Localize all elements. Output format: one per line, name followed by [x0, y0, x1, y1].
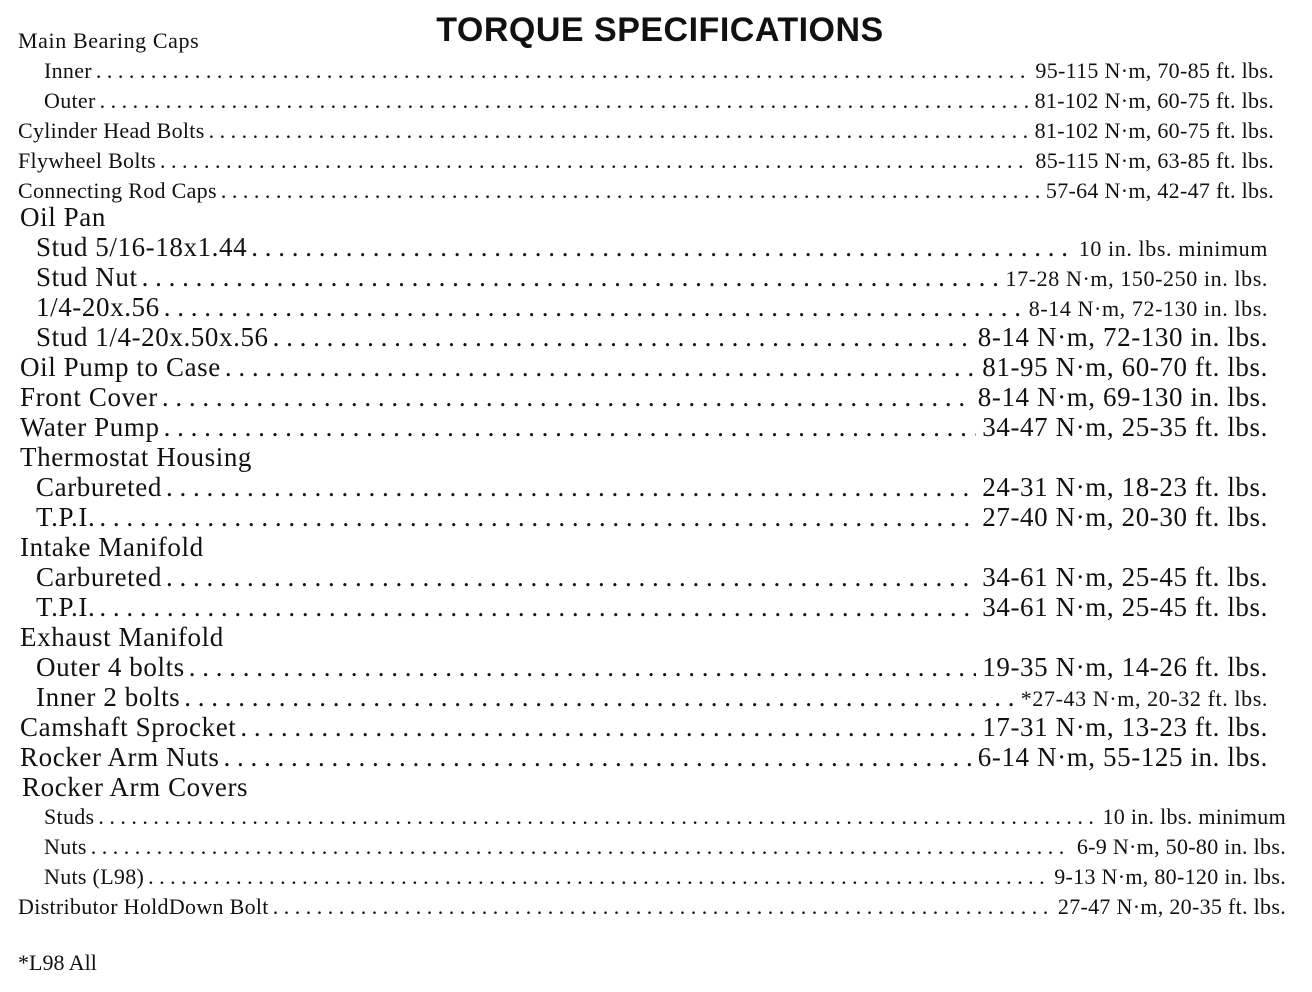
dot-leader	[166, 562, 976, 592]
dot-leader	[98, 802, 1096, 832]
spec-row	[36, 652, 1268, 682]
spec-row	[36, 232, 1268, 262]
spec-row	[44, 832, 1286, 862]
spec-value: 6-14 N·m, 55-125 in. lbs.	[977, 742, 1268, 772]
dot-leader	[100, 86, 1029, 116]
spec-label: Outer	[44, 88, 96, 113]
spec-row	[20, 412, 1268, 442]
spec-label: T.P.I.	[36, 592, 96, 622]
page-title: TORQUE SPECIFICATIONS	[436, 11, 884, 49]
spec-value: 34-47 N·m, 25-35 ft. lbs.	[982, 412, 1268, 442]
section-heading-rocker-arm-covers: Rocker Arm Covers	[22, 772, 249, 802]
spec-label: Front Cover	[20, 382, 158, 412]
dot-leader	[99, 592, 976, 622]
spec-label: Distributor HoldDown Bolt	[18, 894, 269, 919]
spec-row	[20, 382, 1268, 412]
spec-row	[36, 592, 1268, 622]
dot-leader	[184, 682, 1015, 712]
dot-leader	[273, 892, 1052, 922]
spec-row	[20, 742, 1268, 772]
dot-leader	[99, 502, 976, 532]
section-heading-exhaust-manifold: Exhaust Manifold	[20, 622, 224, 652]
spec-value: 8-14 N·m, 72-130 in. lbs.	[977, 322, 1268, 352]
spec-label: T.P.I.	[36, 502, 96, 532]
spec-row	[36, 502, 1268, 532]
spec-label: Outer 4 bolts	[36, 652, 185, 682]
spec-row	[20, 712, 1268, 742]
spec-row	[44, 862, 1286, 892]
dot-leader	[148, 862, 1048, 892]
spec-value: 81-102 N·m, 60-75 ft. lbs.	[1034, 88, 1274, 113]
spec-row	[44, 56, 1274, 86]
spec-label: Stud Nut	[36, 262, 138, 292]
dot-leader	[189, 652, 976, 682]
footnote: *L98 All	[18, 950, 97, 975]
dot-leader	[142, 262, 1000, 292]
dot-leader	[164, 292, 1023, 322]
spec-value: 34-61 N·m, 25-45 ft. lbs.	[982, 592, 1268, 622]
spec-label: Water Pump	[20, 412, 160, 442]
dot-leader	[273, 322, 972, 352]
dot-leader	[240, 712, 976, 742]
spec-label: Inner	[44, 58, 92, 83]
spec-row	[18, 892, 1286, 922]
spec-label: 1/4-20x.56	[36, 292, 160, 322]
spec-value: 85-115 N·m, 63-85 ft. lbs.	[1035, 148, 1274, 173]
section-heading-oil-pan: Oil Pan	[20, 202, 106, 232]
spec-label: Stud 5/16-18x1.44	[36, 232, 248, 262]
dot-leader	[166, 472, 976, 502]
dot-leader	[251, 232, 1073, 262]
spec-label: Carbureted	[36, 472, 162, 502]
dot-leader	[221, 176, 1040, 206]
spec-value: 24-31 N·m, 18-23 ft. lbs.	[982, 472, 1268, 502]
spec-row	[20, 352, 1268, 382]
spec-label: Nuts (L98)	[44, 864, 145, 889]
section-heading-thermostat-housing: Thermostat Housing	[20, 442, 253, 472]
spec-value: 10 in. lbs. minimum	[1102, 804, 1286, 829]
spec-value: 19-35 N·m, 14-26 ft. lbs.	[982, 652, 1268, 682]
dot-leader	[225, 352, 976, 382]
dot-leader	[96, 56, 1030, 86]
spec-label: Camshaft Sprocket	[20, 712, 237, 742]
spec-row	[36, 262, 1268, 292]
dot-leader	[164, 412, 977, 442]
spec-row	[44, 86, 1274, 116]
spec-label: Nuts	[44, 834, 87, 859]
spec-row	[18, 146, 1274, 176]
spec-label: Stud 1/4-20x.50x.56	[36, 322, 269, 352]
spec-value: 57-64 N·m, 42-47 ft. lbs.	[1045, 178, 1274, 203]
section-heading-main-bearing-caps: Main Bearing Caps	[18, 28, 200, 53]
dot-leader	[91, 832, 1071, 862]
section-heading-intake-manifold: Intake Manifold	[20, 532, 204, 562]
spec-value: *27-43 N·m, 20-32 ft. lbs.	[1020, 686, 1268, 711]
spec-label: Studs	[44, 804, 95, 829]
dot-leader	[160, 146, 1029, 176]
spec-label: Cylinder Head Bolts	[18, 118, 205, 143]
spec-row	[36, 322, 1268, 352]
dot-leader	[162, 382, 972, 412]
spec-value: 17-31 N·m, 13-23 ft. lbs.	[982, 712, 1268, 742]
spec-value: 8-14 N·m, 69-130 in. lbs.	[977, 382, 1268, 412]
spec-value: 8-14 N·m, 72-130 in. lbs.	[1028, 296, 1268, 321]
spec-row	[36, 562, 1268, 592]
spec-row	[18, 116, 1274, 146]
spec-row	[36, 292, 1268, 322]
spec-value: 9-13 N·m, 80-120 in. lbs.	[1054, 864, 1286, 889]
spec-label: Rocker Arm Nuts	[20, 742, 220, 772]
spec-value: 81-102 N·m, 60-75 ft. lbs.	[1034, 118, 1274, 143]
spec-label: Flywheel Bolts	[18, 148, 157, 173]
spec-value: 10 in. lbs. minimum	[1078, 236, 1268, 261]
spec-value: 95-115 N·m, 70-85 ft. lbs.	[1035, 58, 1274, 83]
dot-leader	[223, 742, 971, 772]
spec-row	[36, 472, 1268, 502]
spec-label: Carbureted	[36, 562, 162, 592]
dot-leader	[209, 116, 1029, 146]
spec-value: 27-40 N·m, 20-30 ft. lbs.	[982, 502, 1268, 532]
spec-value: 81-95 N·m, 60-70 ft. lbs.	[982, 352, 1268, 382]
spec-value: 17-28 N·m, 150-250 in. lbs.	[1005, 266, 1268, 291]
spec-row	[18, 176, 1274, 206]
spec-label: Connecting Rod Caps	[18, 178, 217, 203]
spec-value: 34-61 N·m, 25-45 ft. lbs.	[982, 562, 1268, 592]
spec-row	[36, 682, 1268, 712]
spec-label: Oil Pump to Case	[20, 352, 221, 382]
spec-label: Inner 2 bolts	[36, 682, 181, 712]
spec-value: 6-9 N·m, 50-80 in. lbs.	[1076, 834, 1286, 859]
spec-value: 27-47 N·m, 20-35 ft. lbs.	[1057, 894, 1286, 919]
spec-row	[44, 802, 1286, 832]
